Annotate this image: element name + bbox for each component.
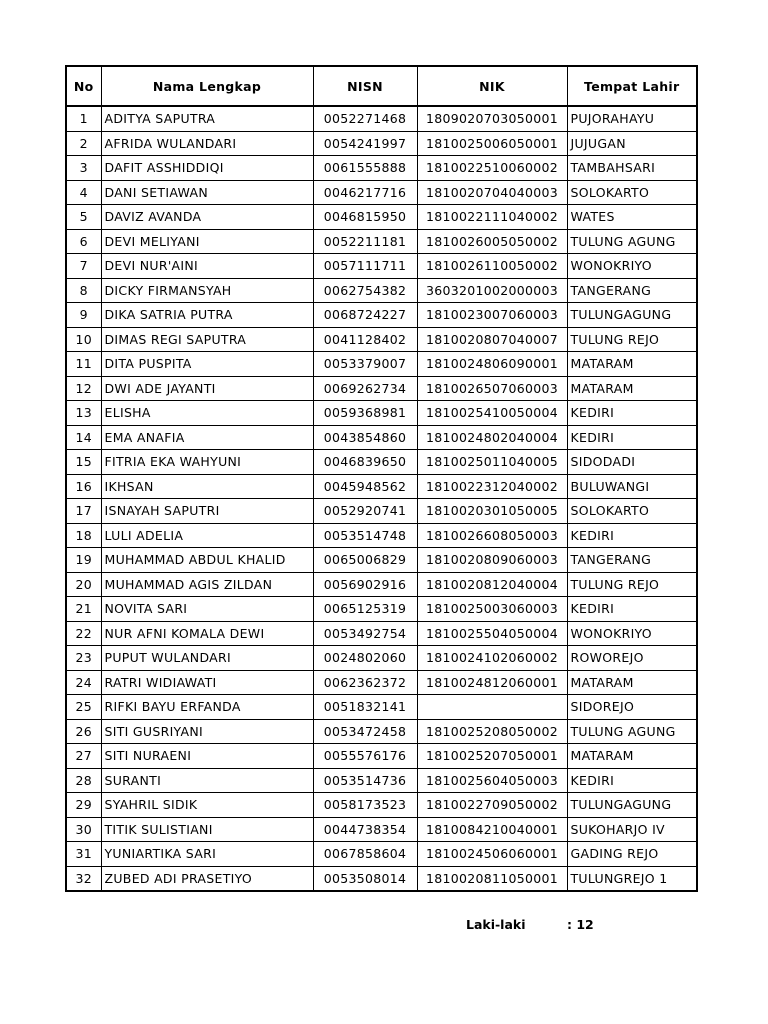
table-row bbox=[66, 719, 697, 744]
cell-nisn: 0053514748 bbox=[313, 523, 417, 548]
table-row bbox=[66, 768, 697, 793]
table-row bbox=[66, 254, 697, 279]
cell-nik: 1810020807040007 bbox=[417, 327, 567, 352]
cell-tempat-lahir: PUJORAHAYU bbox=[567, 106, 697, 131]
cell-nik: 1810022709050002 bbox=[417, 793, 567, 818]
table-row bbox=[66, 401, 697, 426]
cell-nik: 1810022510060002 bbox=[417, 156, 567, 181]
cell-tempat-lahir: MATARAM bbox=[567, 376, 697, 401]
cell-nik: 1810084210040001 bbox=[417, 817, 567, 842]
cell-no: 1 bbox=[66, 106, 101, 131]
cell-tempat-lahir: WONOKRIYO bbox=[567, 621, 697, 646]
cell-nisn: 0057111711 bbox=[313, 254, 417, 279]
cell-nama-lengkap: DANI SETIAWAN bbox=[101, 180, 313, 205]
cell-nama-lengkap: DEVI NUR'AINI bbox=[101, 254, 313, 279]
cell-nik: 1809020703050001 bbox=[417, 106, 567, 131]
cell-nik: 1810025504050004 bbox=[417, 621, 567, 646]
cell-nama-lengkap: RIFKI BAYU ERFANDA bbox=[101, 695, 313, 720]
cell-nisn: 0065125319 bbox=[313, 597, 417, 622]
cell-nik: 1810025006050001 bbox=[417, 131, 567, 156]
cell-tempat-lahir: TULUNG AGUNG bbox=[567, 229, 697, 254]
table-row bbox=[66, 499, 697, 524]
cell-nama-lengkap: RATRI WIDIAWATI bbox=[101, 670, 313, 695]
cell-nik: 1810020704040003 bbox=[417, 180, 567, 205]
cell-no: 31 bbox=[66, 842, 101, 867]
cell-nisn: 0061555888 bbox=[313, 156, 417, 181]
cell-nama-lengkap: MUHAMMAD ABDUL KHALID bbox=[101, 548, 313, 573]
cell-nisn: 0067858604 bbox=[313, 842, 417, 867]
cell-nik: 1810025410050004 bbox=[417, 401, 567, 426]
cell-tempat-lahir: WATES bbox=[567, 205, 697, 230]
cell-nisn: 0055576176 bbox=[313, 744, 417, 769]
cell-nik: 1810024806090001 bbox=[417, 352, 567, 377]
table-row bbox=[66, 744, 697, 769]
cell-nama-lengkap: SYAHRIL SIDIK bbox=[101, 793, 313, 818]
cell-nik: 1810023007060003 bbox=[417, 303, 567, 328]
cell-tempat-lahir: TULUNGAGUNG bbox=[567, 303, 697, 328]
summary-label: Laki-laki bbox=[466, 917, 526, 932]
cell-no: 3 bbox=[66, 156, 101, 181]
cell-nisn: 0065006829 bbox=[313, 548, 417, 573]
cell-nama-lengkap: TITIK SULISTIANI bbox=[101, 817, 313, 842]
cell-tempat-lahir: SIDOREJO bbox=[567, 695, 697, 720]
cell-no: 28 bbox=[66, 768, 101, 793]
cell-tempat-lahir: SIDODADI bbox=[567, 450, 697, 475]
cell-nisn: 0046217716 bbox=[313, 180, 417, 205]
cell-tempat-lahir: TULUNGREJO 1 bbox=[567, 866, 697, 891]
cell-nisn: 0046839650 bbox=[313, 450, 417, 475]
cell-nisn: 0052211181 bbox=[313, 229, 417, 254]
cell-nik: 1810024812060001 bbox=[417, 670, 567, 695]
cell-tempat-lahir: TULUNG REJO bbox=[567, 572, 697, 597]
cell-no: 7 bbox=[66, 254, 101, 279]
cell-no: 26 bbox=[66, 719, 101, 744]
cell-no: 20 bbox=[66, 572, 101, 597]
cell-tempat-lahir: TAMBAHSARI bbox=[567, 156, 697, 181]
cell-nisn: 0024802060 bbox=[313, 646, 417, 671]
cell-tempat-lahir: ROWOREJO bbox=[567, 646, 697, 671]
cell-nama-lengkap: LULI ADELIA bbox=[101, 523, 313, 548]
table-row bbox=[66, 205, 697, 230]
cell-nik: 1810024102060002 bbox=[417, 646, 567, 671]
cell-nik: 1810026507060003 bbox=[417, 376, 567, 401]
cell-no: 30 bbox=[66, 817, 101, 842]
cell-nik: 1810020811050001 bbox=[417, 866, 567, 891]
cell-nisn: 0053472458 bbox=[313, 719, 417, 744]
cell-nisn: 0068724227 bbox=[313, 303, 417, 328]
cell-nik: 1810020809060003 bbox=[417, 548, 567, 573]
table-header bbox=[66, 66, 697, 106]
cell-nisn: 0058173523 bbox=[313, 793, 417, 818]
table-row bbox=[66, 180, 697, 205]
cell-no: 29 bbox=[66, 793, 101, 818]
cell-no: 6 bbox=[66, 229, 101, 254]
cell-nama-lengkap: DWI ADE JAYANTI bbox=[101, 376, 313, 401]
cell-nisn: 0059368981 bbox=[313, 401, 417, 426]
cell-tempat-lahir: WONOKRIYO bbox=[567, 254, 697, 279]
cell-tempat-lahir: KEDIRI bbox=[567, 597, 697, 622]
cell-nama-lengkap: ELISHA bbox=[101, 401, 313, 426]
table-row bbox=[66, 523, 697, 548]
cell-nisn: 0051832141 bbox=[313, 695, 417, 720]
cell-tempat-lahir: MATARAM bbox=[567, 352, 697, 377]
cell-no: 4 bbox=[66, 180, 101, 205]
header-nik: NIK bbox=[417, 66, 567, 106]
cell-no: 32 bbox=[66, 866, 101, 891]
table-row bbox=[66, 793, 697, 818]
cell-nama-lengkap: SITI NURAENI bbox=[101, 744, 313, 769]
table-row bbox=[66, 572, 697, 597]
cell-no: 10 bbox=[66, 327, 101, 352]
cell-nisn: 0053379007 bbox=[313, 352, 417, 377]
cell-nisn: 0056902916 bbox=[313, 572, 417, 597]
cell-nik: 1810025003060003 bbox=[417, 597, 567, 622]
cell-nama-lengkap: DICKY FIRMANSYAH bbox=[101, 278, 313, 303]
cell-nisn: 0054241997 bbox=[313, 131, 417, 156]
cell-nik: 1810024506060001 bbox=[417, 842, 567, 867]
table-row bbox=[66, 278, 697, 303]
cell-nik: 1810025604050003 bbox=[417, 768, 567, 793]
cell-tempat-lahir: GADING REJO bbox=[567, 842, 697, 867]
cell-tempat-lahir: TANGERANG bbox=[567, 278, 697, 303]
cell-nik: 1810025208050002 bbox=[417, 719, 567, 744]
cell-nama-lengkap: DAVIZ AVANDA bbox=[101, 205, 313, 230]
cell-nisn: 0069262734 bbox=[313, 376, 417, 401]
cell-no: 23 bbox=[66, 646, 101, 671]
header-tempat-lahir: Tempat Lahir bbox=[567, 66, 697, 106]
cell-nik: 1810020812040004 bbox=[417, 572, 567, 597]
cell-nama-lengkap: AFRIDA WULANDARI bbox=[101, 131, 313, 156]
table-row bbox=[66, 303, 697, 328]
table-row bbox=[66, 817, 697, 842]
table-row bbox=[66, 646, 697, 671]
cell-no: 14 bbox=[66, 425, 101, 450]
cell-nama-lengkap: IKHSAN bbox=[101, 474, 313, 499]
cell-tempat-lahir: KEDIRI bbox=[567, 425, 697, 450]
table-row bbox=[66, 670, 697, 695]
cell-nama-lengkap: YUNIARTIKA SARI bbox=[101, 842, 313, 867]
table-row bbox=[66, 621, 697, 646]
cell-no: 2 bbox=[66, 131, 101, 156]
table-row bbox=[66, 695, 697, 720]
cell-nama-lengkap: DIMAS REGI SAPUTRA bbox=[101, 327, 313, 352]
header-nisn: NISN bbox=[313, 66, 417, 106]
cell-tempat-lahir: MATARAM bbox=[567, 744, 697, 769]
cell-nama-lengkap: DITA PUSPITA bbox=[101, 352, 313, 377]
summary-value: : 12 bbox=[567, 917, 594, 932]
table-row bbox=[66, 842, 697, 867]
cell-nisn: 0045948562 bbox=[313, 474, 417, 499]
cell-nisn: 0053492754 bbox=[313, 621, 417, 646]
table-row bbox=[66, 548, 697, 573]
cell-no: 15 bbox=[66, 450, 101, 475]
cell-nama-lengkap: DAFIT ASSHIDDIQI bbox=[101, 156, 313, 181]
table-row bbox=[66, 327, 697, 352]
cell-nama-lengkap: NUR AFNI KOMALA DEWI bbox=[101, 621, 313, 646]
cell-tempat-lahir: KEDIRI bbox=[567, 523, 697, 548]
cell-no: 16 bbox=[66, 474, 101, 499]
table-row bbox=[66, 229, 697, 254]
cell-nik: 3603201002000003 bbox=[417, 278, 567, 303]
cell-tempat-lahir: JUJUGAN bbox=[567, 131, 697, 156]
cell-nik: 1810022111040002 bbox=[417, 205, 567, 230]
cell-nik: 1810026005050002 bbox=[417, 229, 567, 254]
table-row bbox=[66, 376, 697, 401]
cell-nama-lengkap: ISNAYAH SAPUTRI bbox=[101, 499, 313, 524]
cell-tempat-lahir: TULUNGAGUNG bbox=[567, 793, 697, 818]
cell-nik: 1810020301050005 bbox=[417, 499, 567, 524]
cell-nik: 1810025011040005 bbox=[417, 450, 567, 475]
table-row bbox=[66, 425, 697, 450]
table-row bbox=[66, 597, 697, 622]
cell-nama-lengkap: FITRIA EKA WAHYUNI bbox=[101, 450, 313, 475]
table-row bbox=[66, 106, 697, 131]
cell-nik: 1810025207050001 bbox=[417, 744, 567, 769]
cell-nisn: 0062754382 bbox=[313, 278, 417, 303]
cell-nisn: 0062362372 bbox=[313, 670, 417, 695]
cell-no: 18 bbox=[66, 523, 101, 548]
cell-no: 17 bbox=[66, 499, 101, 524]
cell-no: 9 bbox=[66, 303, 101, 328]
cell-nik: 1810024802040004 bbox=[417, 425, 567, 450]
table-row bbox=[66, 131, 697, 156]
cell-tempat-lahir: MATARAM bbox=[567, 670, 697, 695]
cell-nisn: 0052271468 bbox=[313, 106, 417, 131]
cell-nama-lengkap: ZUBED ADI PRASETIYO bbox=[101, 866, 313, 891]
cell-nama-lengkap: DEVI MELIYANI bbox=[101, 229, 313, 254]
table-row bbox=[66, 474, 697, 499]
cell-tempat-lahir: TANGERANG bbox=[567, 548, 697, 573]
cell-nik bbox=[417, 695, 567, 720]
header-nama-lengkap: Nama Lengkap bbox=[101, 66, 313, 106]
cell-no: 11 bbox=[66, 352, 101, 377]
cell-nisn: 0041128402 bbox=[313, 327, 417, 352]
cell-no: 27 bbox=[66, 744, 101, 769]
table-row bbox=[66, 450, 697, 475]
cell-nisn: 0053508014 bbox=[313, 866, 417, 891]
cell-nisn: 0053514736 bbox=[313, 768, 417, 793]
cell-no: 25 bbox=[66, 695, 101, 720]
student-table bbox=[65, 65, 698, 892]
cell-no: 13 bbox=[66, 401, 101, 426]
cell-no: 8 bbox=[66, 278, 101, 303]
cell-no: 5 bbox=[66, 205, 101, 230]
cell-nama-lengkap: ADITYA SAPUTRA bbox=[101, 106, 313, 131]
cell-no: 19 bbox=[66, 548, 101, 573]
header-row bbox=[66, 66, 697, 106]
cell-tempat-lahir: SUKOHARJO IV bbox=[567, 817, 697, 842]
cell-tempat-lahir: SOLOKARTO bbox=[567, 180, 697, 205]
cell-no: 24 bbox=[66, 670, 101, 695]
cell-nik: 1810022312040002 bbox=[417, 474, 567, 499]
cell-no: 22 bbox=[66, 621, 101, 646]
cell-no: 21 bbox=[66, 597, 101, 622]
table-row bbox=[66, 352, 697, 377]
cell-nisn: 0043854860 bbox=[313, 425, 417, 450]
cell-nisn: 0046815950 bbox=[313, 205, 417, 230]
cell-nama-lengkap: NOVITA SARI bbox=[101, 597, 313, 622]
cell-nik: 1810026608050003 bbox=[417, 523, 567, 548]
table-row bbox=[66, 156, 697, 181]
header-no: No bbox=[66, 66, 101, 106]
cell-nik: 1810026110050002 bbox=[417, 254, 567, 279]
cell-nama-lengkap: DIKA SATRIA PUTRA bbox=[101, 303, 313, 328]
cell-no: 12 bbox=[66, 376, 101, 401]
cell-nama-lengkap: EMA ANAFIA bbox=[101, 425, 313, 450]
cell-tempat-lahir: TULUNG REJO bbox=[567, 327, 697, 352]
table-body bbox=[66, 106, 697, 891]
cell-nisn: 0052920741 bbox=[313, 499, 417, 524]
cell-nama-lengkap: PUPUT WULANDARI bbox=[101, 646, 313, 671]
gender-summary bbox=[466, 917, 594, 932]
cell-tempat-lahir: BULUWANGI bbox=[567, 474, 697, 499]
table-row bbox=[66, 866, 697, 891]
cell-nama-lengkap: SITI GUSRIYANI bbox=[101, 719, 313, 744]
cell-tempat-lahir: KEDIRI bbox=[567, 768, 697, 793]
cell-tempat-lahir: SOLOKARTO bbox=[567, 499, 697, 524]
cell-nama-lengkap: MUHAMMAD AGIS ZILDAN bbox=[101, 572, 313, 597]
cell-nama-lengkap: SURANTI bbox=[101, 768, 313, 793]
cell-tempat-lahir: KEDIRI bbox=[567, 401, 697, 426]
cell-tempat-lahir: TULUNG AGUNG bbox=[567, 719, 697, 744]
cell-nisn: 0044738354 bbox=[313, 817, 417, 842]
